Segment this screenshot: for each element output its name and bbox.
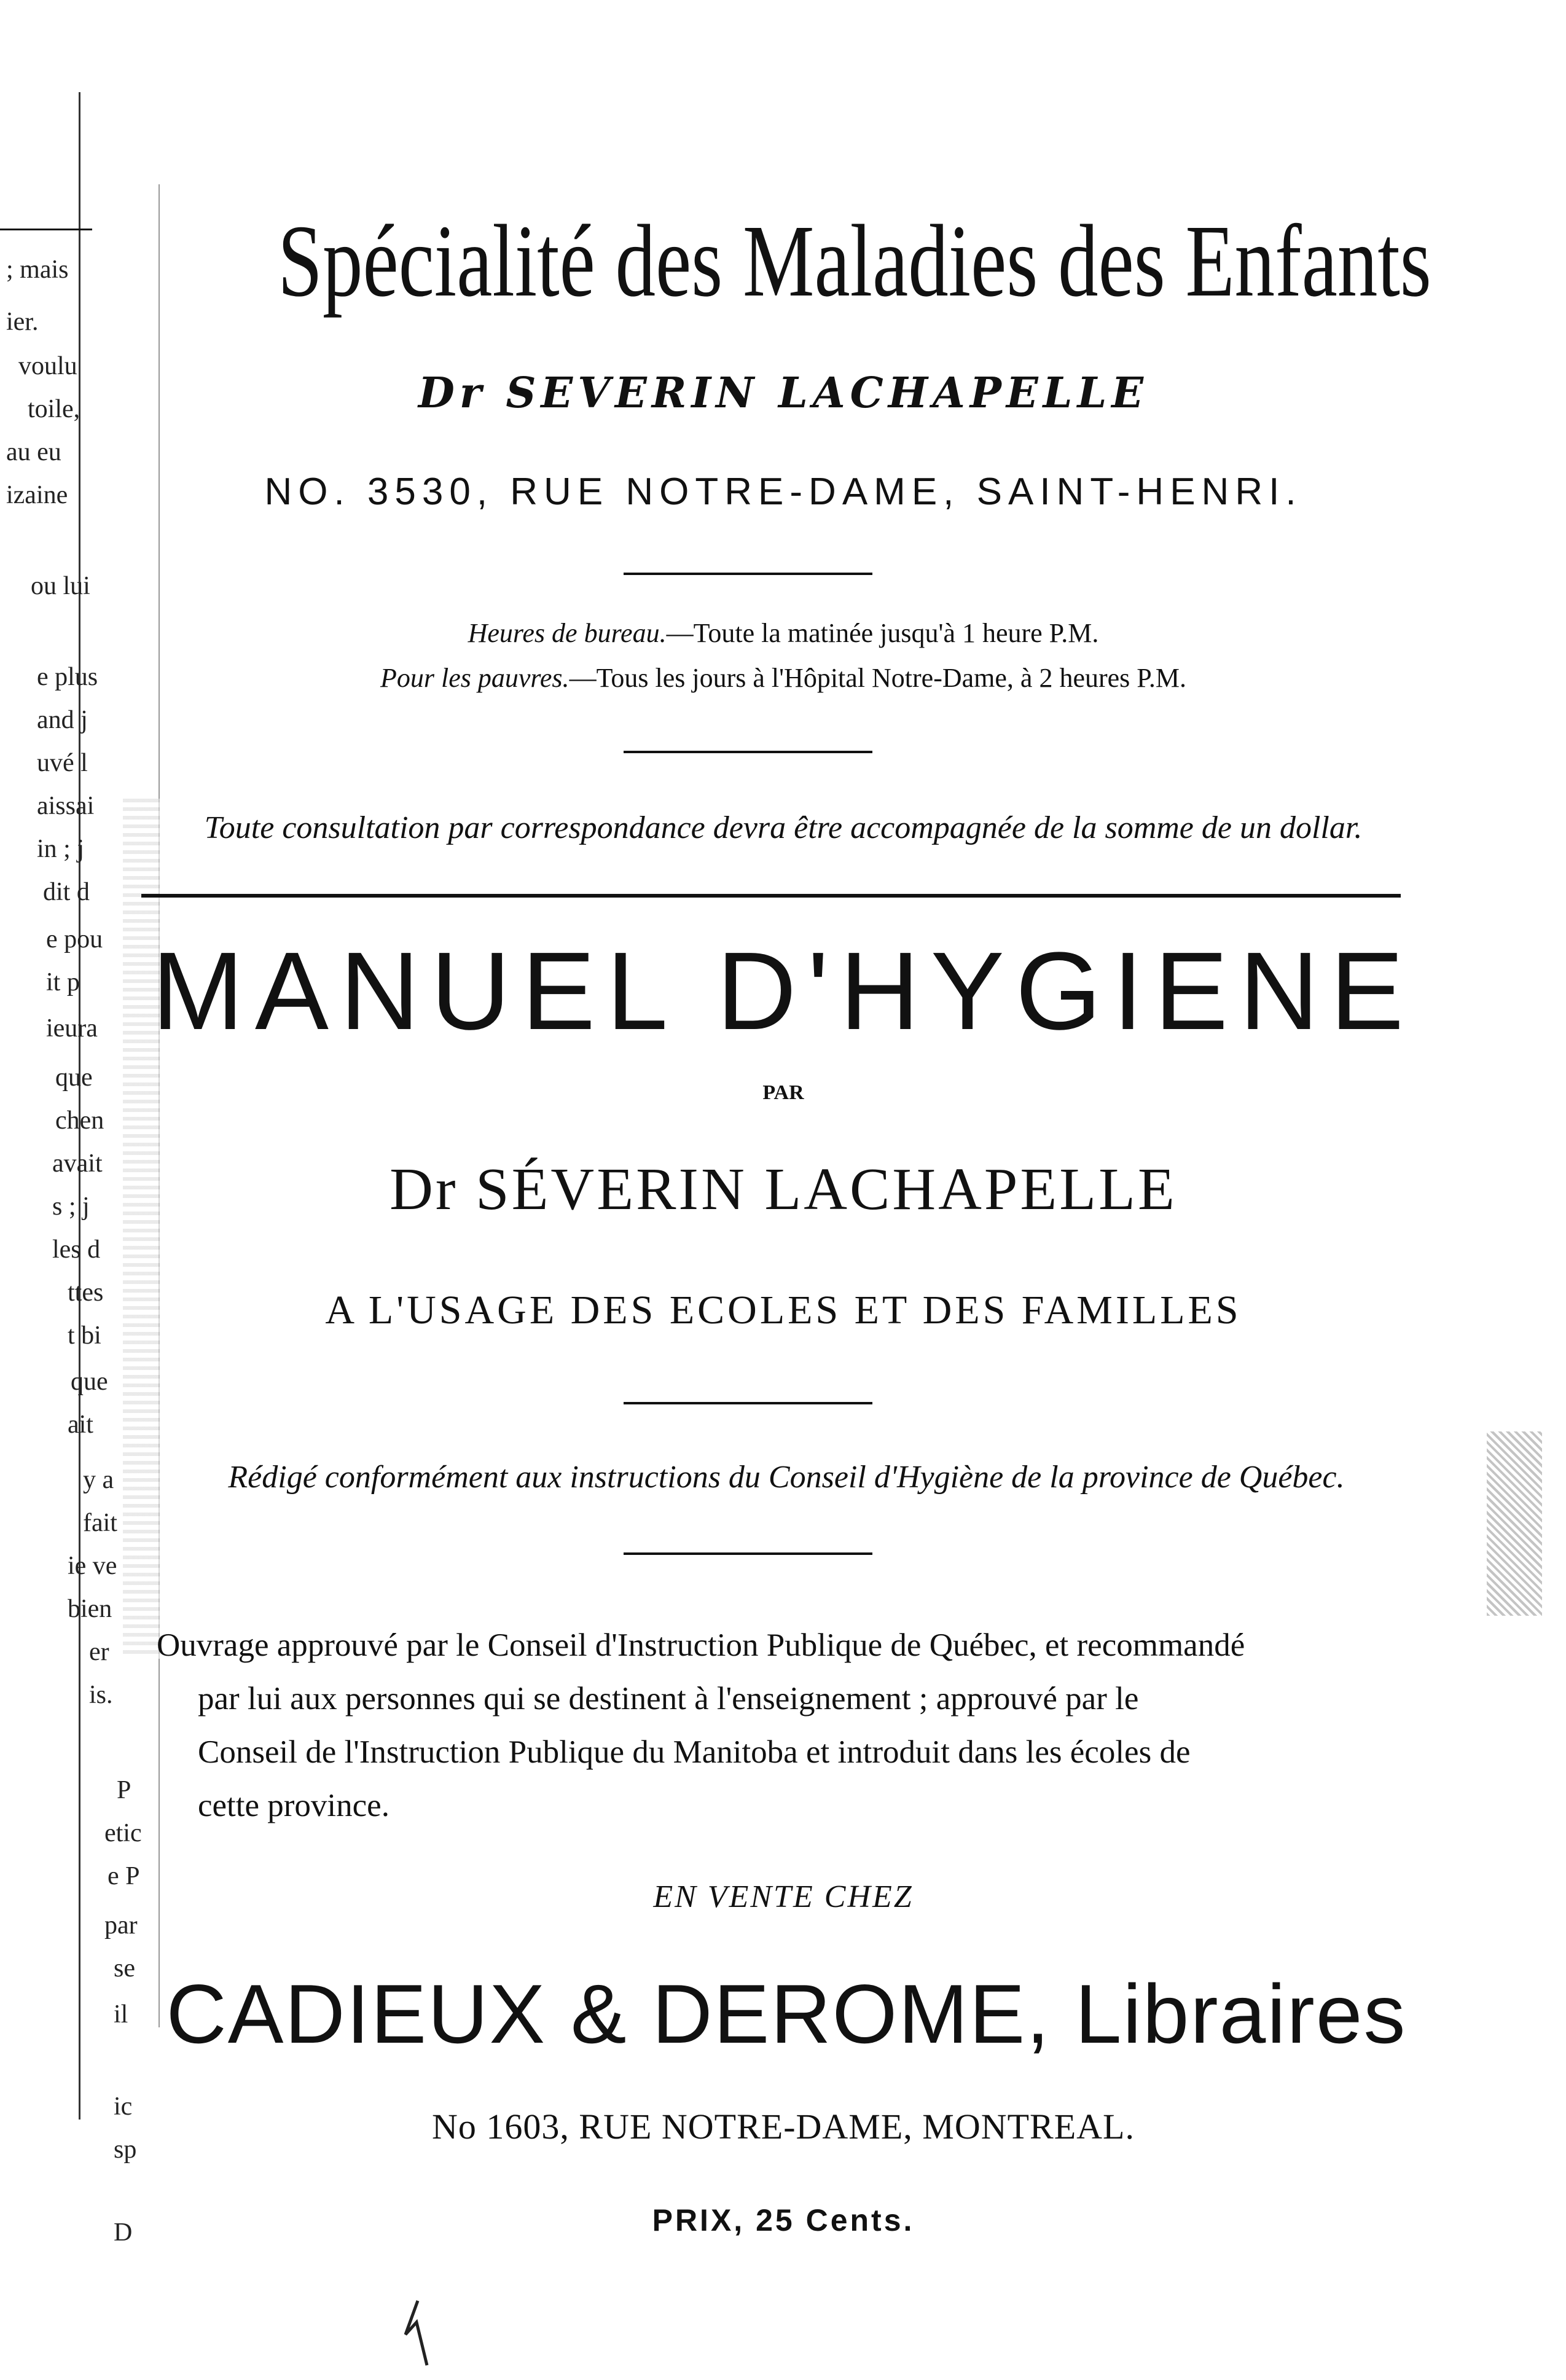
gutter-fragment: ieura — [46, 1014, 98, 1043]
approval-line: par lui aux personnes qui se destinent à l'enseignement ; approuvé par le — [198, 1681, 1139, 1716]
poor-hours-text: —Tous les jours à l'Hôpital Notre-Dame, à 2 heures P.M. — [569, 663, 1186, 693]
pen-mark — [399, 2298, 436, 2371]
doctor-name: Dr SEVERIN LACHAPELLE — [418, 369, 1149, 418]
gutter-rule — [0, 229, 92, 230]
gutter-fragment: avait — [52, 1149, 103, 1178]
gutter-fragment: e plus — [37, 663, 98, 691]
section-divider — [141, 894, 1401, 898]
gutter-fragment: uvé l — [37, 749, 88, 777]
gutter-fragment: t bi — [68, 1321, 101, 1350]
author-name: SÉVERIN LACHAPELLE — [476, 1156, 1177, 1223]
gutter-fragment: se — [114, 1954, 135, 1983]
seller-address: No 1603, RUE NOTRE-DAME, MONTREAL. — [432, 2107, 1135, 2147]
divider-rule — [624, 751, 872, 753]
gutter-fragment: y a — [83, 1466, 114, 1494]
gutter-fragment: toile, — [28, 395, 80, 423]
gutter-fragment: aissai — [37, 792, 95, 820]
gutter-fragment: ttes — [68, 1278, 104, 1307]
gutter-fragment: au eu — [6, 438, 61, 466]
sale-label: EN VENTE CHEZ — [653, 1879, 914, 1914]
clinic-title: Spécialité des Maladies des Enfants — [278, 204, 1431, 318]
gutter-fragment: ou lui — [31, 572, 90, 600]
book-usage: A L'USAGE DES ECOLES ET DES FAMILLES — [325, 1288, 1242, 1333]
gutter-fragment: il — [114, 2000, 128, 2029]
gutter-fragment: in ; j — [37, 835, 85, 863]
approval-line: cette province. — [198, 1788, 390, 1823]
office-hours — [135, 617, 1431, 649]
gutter-fragment: er — [89, 1638, 109, 1666]
gutter-fragment: e pou — [46, 925, 103, 953]
gutter-fragment: izaine — [6, 481, 68, 509]
gutter-fragment: les d — [52, 1235, 101, 1264]
gutter-fragment: D — [114, 2218, 133, 2247]
gutter-fragment: ier. — [6, 308, 39, 336]
gutter-fragment: que — [55, 1063, 93, 1092]
gutter-fragment: dit d — [43, 878, 90, 906]
office-hours-label: Heures de bureau. — [468, 618, 667, 648]
divider-rule — [624, 1402, 872, 1404]
gutter-fragment: is. — [89, 1681, 113, 1709]
gutter-fragment: sp — [114, 2135, 137, 2164]
gutter-fragment: voulu — [18, 352, 77, 380]
gutter-fragment: ait — [68, 1411, 93, 1439]
divider-rule — [624, 573, 872, 575]
scan-noise — [1487, 1431, 1542, 1616]
compliance-note: Rédigé conformément aux instructions du Conseil d'Hygiène de la province de Québec. — [228, 1460, 1345, 1495]
gutter-fragment: par — [104, 1911, 138, 1940]
gutter-fragment: ic — [114, 2092, 133, 2121]
seller-name: CADIEUX & DEROME, Libraires — [166, 1967, 1407, 2061]
gutter-fragment: bien — [68, 1595, 112, 1623]
gutter-fragment: ie ve — [68, 1552, 117, 1580]
gutter-fragment: ; mais — [6, 256, 69, 284]
gutter-fragment: fait — [83, 1509, 117, 1537]
gutter-fragment: etic — [104, 1819, 142, 1847]
gutter-fragment: P — [117, 1776, 131, 1804]
price: PRIX, 25 Cents. — [652, 2203, 915, 2237]
divider-rule — [624, 1552, 872, 1555]
gutter-fragment: e P — [108, 1862, 140, 1890]
poor-hours — [135, 662, 1431, 694]
gutter-fragment: chen — [55, 1106, 104, 1135]
approval-line: Conseil de l'Instruction Publique du Manitoba et introduit dans les écoles de — [198, 1734, 1191, 1770]
clinic-address: NO. 3530, RUE NOTRE-DAME, SAINT-HENRI. — [264, 471, 1302, 513]
gutter-fragment: s ; j — [52, 1192, 90, 1221]
book-title: MANUEL D'HYGIENE — [151, 930, 1415, 1053]
gutter-fragment: it p — [46, 968, 80, 996]
book-author — [135, 1155, 1431, 1224]
by-label: PAR — [762, 1081, 804, 1104]
approval-line: Ouvrage approuvé par le Conseil d'Instruction Publique de Québec, et recommandé — [157, 1627, 1245, 1663]
author-prefix: Dr — [390, 1156, 458, 1223]
gutter-fragment: que — [71, 1368, 108, 1396]
consultation-note: Toute consultation par correspondance devra être accompagnée de la somme de un dollar. — [204, 810, 1363, 845]
office-hours-text: —Toute la matinée jusqu'à 1 heure P.M. — [666, 618, 1099, 648]
gutter-fragment: and j — [37, 706, 88, 734]
poor-hours-label: Pour les pauvres. — [380, 663, 570, 693]
